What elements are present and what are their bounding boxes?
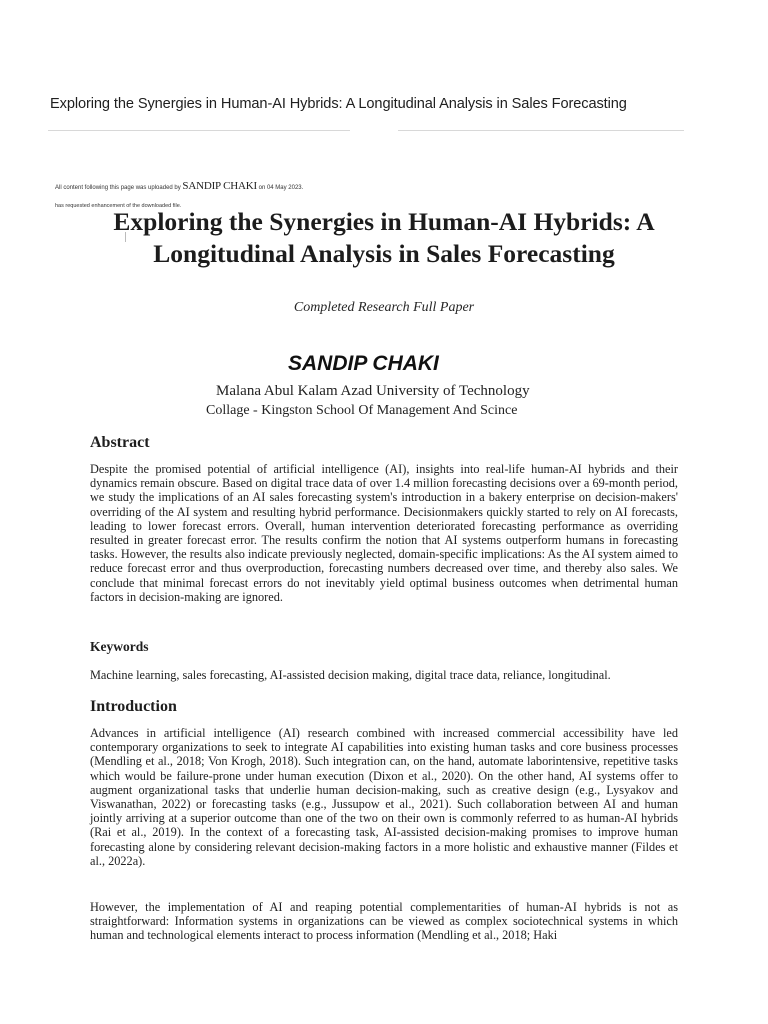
header-divider-right — [398, 130, 684, 131]
introduction-paragraph-2: However, the implementation of AI and reaping potential complementarities of human-AI hybrids is not as straightforward: Information systems in organizations can be viewed as complex sociotechnical systems in which human and technological elements interact to process information (Mendling et al., 2018; Haki — [90, 900, 678, 943]
upload-note — [55, 180, 303, 192]
header-divider-left — [48, 130, 350, 131]
affiliation-university: Malana Abul Kalam Azad University of Technology — [216, 383, 530, 399]
upload-note-prefix: All content following this page was uploaded by — [55, 185, 183, 191]
document-header-title: Exploring the Synergies in Human-AI Hybrids: A Longitudinal Analysis in Sales Forecasting — [50, 96, 627, 112]
introduction-paragraph-1: Advances in artificial intelligence (AI) research combined with increased commercial accessibility have led contemporary organizations to seek to integrate AI capabilities into existing human tasks and core business processes (Mendling et al., 2018; Von Krogh, 2018). Such integration can, on the hand, automate laborintensive, repetitive tasks which would be failure-prone under human execution (Dixon et al., 2020). On the other hand, AI systems offer to augment organizational tasks that underlie human decision-making, such as creative design (e.g., Lysyakov and Viswanathan, 2022) or forecasting tasks (e.g., Jussupow et al., 2021). Such collaboration between AI and human jointly arriving at a superior outcome than one of the two on their own is commonly referred to as human-AI hybrids (Rai et al., 2019). In the context of a forecasting task, AI-assisted decision-making promises to improve human forecasting alone by considering relevant decision-making factors in a more holistic and exhaustive manner (Fildes et al., 2022a). — [90, 726, 678, 868]
paper-subtitle: Completed Research Full Paper — [293, 300, 475, 315]
keywords-text: Machine learning, sales forecasting, AI-assisted decision making, digital trace data, reliance, longitudinal. — [90, 668, 611, 682]
abstract-text: Despite the promised potential of artificial intelligence (AI), insights into real-life human-AI hybrids and their dynamics remain obscure. Based on digital trace data of over 1.4 million forecasting decisions over a 69-month period, we study the implications of an AI sales forecasting system's introduction in a bakery enterprise on decision-makers' overriding of the AI system and resulting hybrid performance. Decisionmakers quickly started to rely on AI forecasts, leading to lower forecast errors. Overall, human intervention deteriorated forecasting performance as overriding resulted in greater forecast error. The results confirm the notion that AI systems outperform humans in forecasting tasks. However, the results also indicate previously neglected, domain-specific implications: As the AI system aimed to reduce forecast error and thus overproduction, forecasting numbers decreased over time, and thereby also sales. We conclude that minimal forecast errors do not inevitably yield optimal business outcomes when detrimental human factors in decision-making are ignored. — [90, 462, 678, 604]
author-name: SANDIP CHAKI — [288, 352, 439, 375]
affiliation-school: Collage - Kingston School Of Management And Scince — [206, 403, 518, 418]
keywords-heading: Keywords — [90, 639, 149, 654]
upload-note-suffix: on 04 May 2023. — [256, 185, 304, 191]
paper-title: Exploring the Synergies in Human-AI Hybrids: A Longitudinal Analysis in Sales Forecasting — [113, 207, 655, 268]
introduction-heading: Introduction — [90, 698, 177, 715]
abstract-heading: Abstract — [90, 434, 150, 451]
enhancement-note: has requested enhancement of the downloaded file. — [55, 203, 182, 209]
upload-note-uploader[interactable]: SANDIP CHAKI — [182, 180, 257, 192]
